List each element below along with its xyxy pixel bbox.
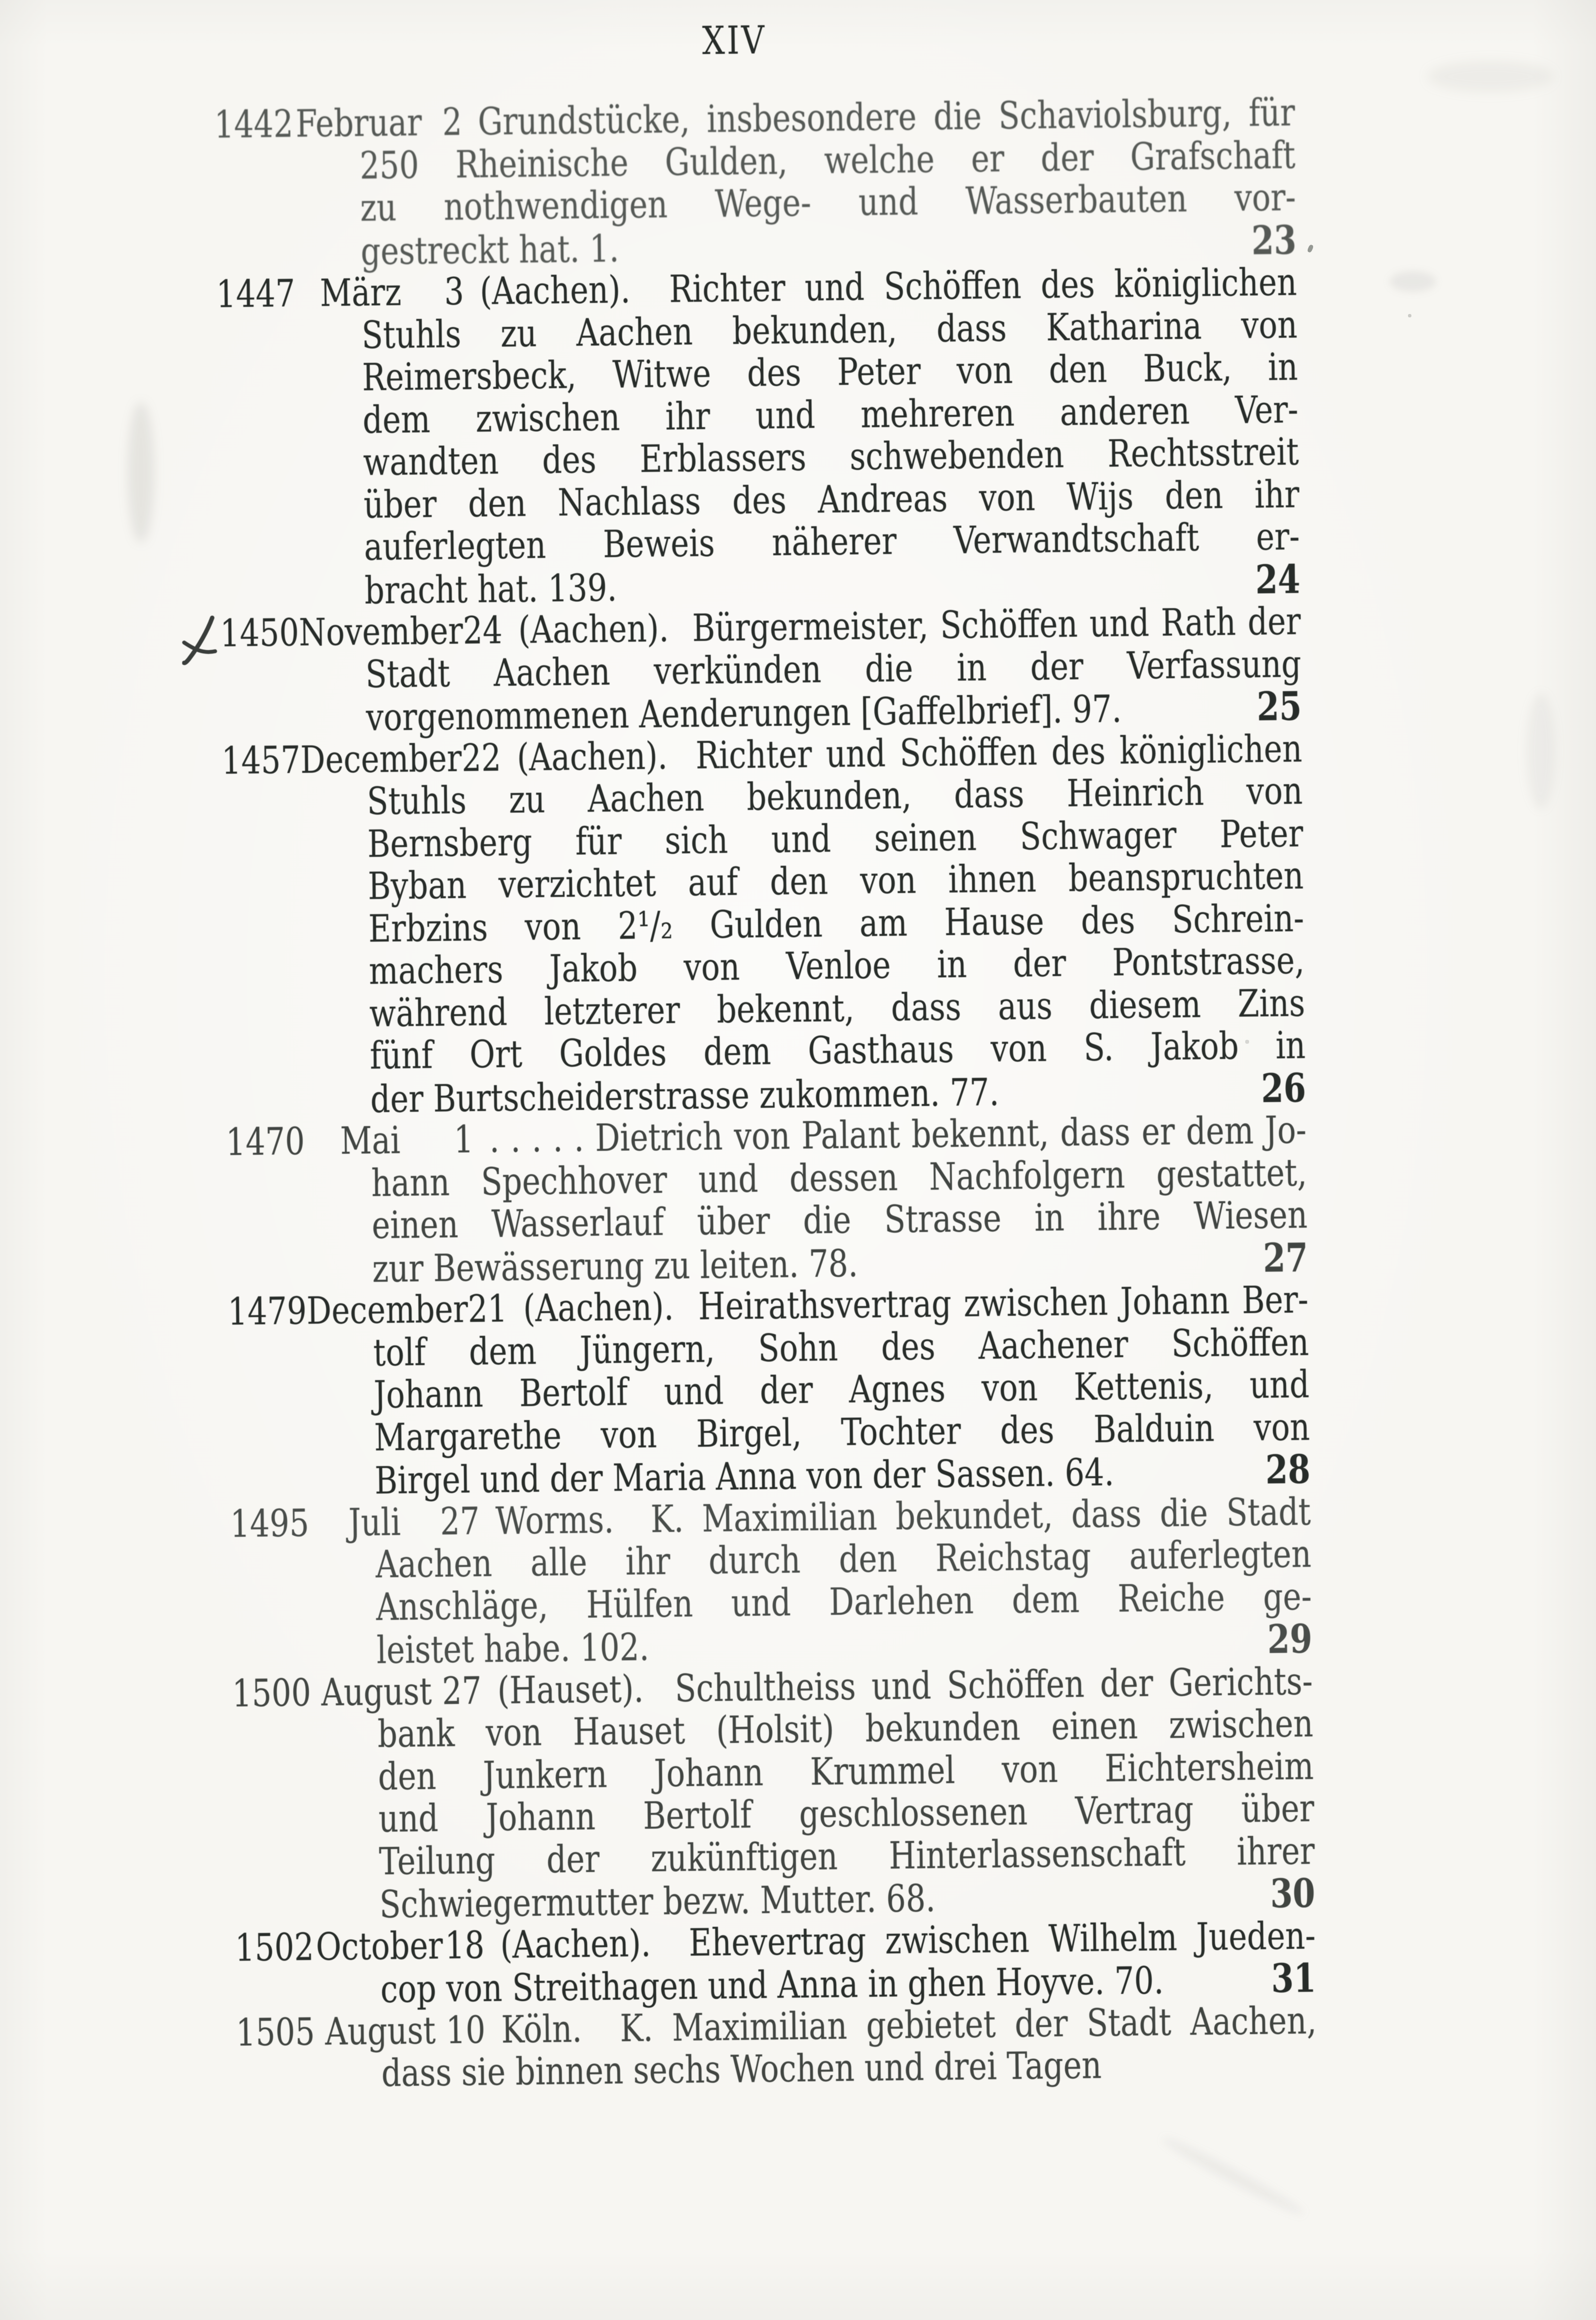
entry-text-line: (Aachen). Heirathsvertrag zwischen Johann Ber-	[523, 1278, 1309, 1331]
continuation-indent	[231, 1620, 376, 1621]
register-entry	[226, 1110, 1308, 1291]
entry-text-line: bank von Hauset (Holsit) bekunden einen zwischen	[377, 1702, 1314, 1756]
entry-text-line: der Burtscheiderstrasse zukommen. 77.	[370, 1070, 1000, 1121]
entry-month: October	[315, 1924, 443, 1969]
entry-month: Juli	[348, 1500, 401, 1545]
continuation-indent	[219, 475, 363, 477]
continuation-indent	[220, 603, 365, 605]
register-entry	[220, 601, 1302, 740]
continuation-indent	[216, 264, 361, 266]
entry-month: August	[321, 1669, 432, 1715]
entry-text-line: Stuhls zu Aachen bekunden, dass Heinrich von	[366, 769, 1303, 824]
handwritten-x-mark	[182, 615, 218, 667]
entry-text-line: Stuhls zu Aachen bekunden, dass Katharina von	[361, 303, 1298, 358]
entry-text-line: wandten des Erblassers schwebenden Rechtsstreit	[363, 430, 1299, 485]
record-number: 24	[1255, 556, 1301, 603]
entry-text-line: (Aachen). Richter und Schöffen des königlichen	[479, 260, 1298, 314]
entry-day: 1	[454, 1118, 474, 1162]
entry-year: 1495	[230, 1501, 310, 1546]
register-entry	[214, 92, 1297, 274]
entry-month: Mai	[340, 1118, 401, 1163]
continuation-indent	[229, 1450, 374, 1452]
continuation-indent	[229, 1408, 374, 1409]
continuation-indent	[228, 1365, 373, 1367]
entries	[214, 92, 1317, 2097]
continuation-indent	[219, 517, 364, 519]
entry-day: 27	[439, 1499, 480, 1544]
entry-text-line: Köln. K. Maximilian gebietet der Stadt Aachen,	[501, 1998, 1317, 2052]
entry-year: 1470	[225, 1120, 305, 1164]
continuation-indent	[226, 1196, 371, 1197]
entry-text-line: cop von Streithagen und Anna in ghen Hoyve. 70.	[380, 1959, 1164, 2012]
continuation-indent	[233, 1747, 377, 1748]
entry-text-line: Birgel und der Maria Anna von der Sassen. 64.	[374, 1451, 1114, 1503]
entry-text-line: auferlegten Beweis näherer Verwandtschaft er-	[364, 515, 1300, 569]
scan-smudge	[1526, 693, 1555, 809]
continuation-indent	[223, 941, 368, 943]
entry-text-line: den Junkern Johann Krummel von Eichtersheim	[377, 1744, 1314, 1799]
entry-text-line: Bernsberg für sich und seinen Schwager Peter	[367, 812, 1303, 866]
entry-text-line: einen Wasserlauf über die Strasse in ihre Wiesen	[371, 1193, 1308, 1248]
continuation-indent	[221, 731, 366, 732]
entry-text-line: während letzterer bekennt, dass aus diesem Zins	[369, 981, 1305, 1035]
page-number: XIV	[702, 17, 767, 63]
entry-text-line: . . . . . Dietrich von Palant bekennt, dass er dem Jo-	[489, 1108, 1307, 1161]
entry-text-line: zu nothwendigen Wege- und Wasserbauten vor-	[360, 175, 1297, 230]
continuation-indent	[216, 221, 360, 222]
ink-speck	[1408, 314, 1411, 317]
entry-text-line: gestreckt hat. 1.	[360, 227, 620, 274]
entry-month: November	[298, 609, 463, 655]
record-number: 27	[1263, 1235, 1308, 1282]
entry-text-line: fünf Ort Goldes dem Gasthaus von S. Jakob in	[369, 1023, 1306, 1078]
entry-month: März	[319, 270, 402, 315]
entry-text-line: (Aachen). Bürgermeister, Schöffen und Rath der	[518, 599, 1301, 652]
continuation-indent	[223, 899, 368, 900]
entry-text-line: Byban verzichtet auf den von ihnen beanspruchten	[367, 854, 1304, 909]
entry-text-line: Margarethe von Birgel, Tochter des Balduin von	[374, 1405, 1310, 1459]
record-number: 28	[1265, 1446, 1311, 1493]
entry-text-line: vorgenommenen Aenderungen [Gaffelbrief]. 97.	[366, 687, 1122, 740]
scan-smudge	[1159, 2133, 1307, 2219]
entry-year: 1479	[227, 1289, 307, 1334]
continuation-indent	[215, 178, 360, 180]
entry-text-line: leistet habe. 102.	[376, 1626, 650, 1673]
entry-text-line: machers Jakob von Venloe in der Pontstrasse,	[368, 939, 1305, 993]
entry-year: 1447	[216, 272, 296, 316]
continuation-indent	[232, 1663, 376, 1664]
entry-day: 3	[444, 270, 465, 314]
ink-speck	[1307, 244, 1314, 253]
entry-text-line: Johann Bertolf und der Agnes von Kettenis, und	[373, 1363, 1310, 1417]
entry-text-line: über den Nachlass des Andreas von Wijs den ihr	[363, 472, 1300, 527]
continuation-indent	[227, 1238, 372, 1239]
continuation-indent	[235, 1917, 379, 1919]
register-entry	[228, 1279, 1311, 1504]
continuation-indent	[236, 2086, 381, 2087]
entry-text-line: zur Bewässerung zu leiten. 78.	[372, 1241, 859, 1291]
entry-text-line: (Hauset). Schultheiss und Schöffen der Gerichts-	[497, 1659, 1313, 1713]
scan-smudge	[1427, 61, 1553, 92]
entry-day: 27	[441, 1669, 482, 1713]
entry-month: December	[300, 736, 462, 782]
continuation-indent	[224, 1026, 369, 1028]
entry-text-line: Aachen alle ihr durch den Reichstag auferlegten	[375, 1532, 1312, 1587]
scan-smudge	[1390, 271, 1436, 292]
continuation-indent	[217, 348, 362, 349]
entry-year: 1505	[235, 2010, 315, 2055]
continuation-indent	[225, 1112, 370, 1113]
continuation-indent	[225, 1068, 370, 1070]
entry-year: 1502	[235, 1925, 314, 1970]
record-number: 26	[1261, 1065, 1306, 1112]
entry-month: December	[306, 1287, 469, 1333]
entry-text-line: Erbzins von 2¹/₂ Gulden am Hause des Schrein-	[368, 896, 1304, 951]
continuation-indent	[218, 391, 362, 392]
register-entry	[235, 1915, 1316, 2012]
continuation-indent	[227, 1282, 372, 1283]
entry-day: 18	[444, 1923, 485, 1968]
continuation-indent	[221, 687, 366, 689]
entry-text-line: bracht hat. 139.	[364, 566, 617, 613]
register-entry	[230, 1491, 1313, 1673]
continuation-indent	[230, 1493, 375, 1495]
entry-text-line: 250 Rheinische Gulden, welche er der Grafschaft	[360, 133, 1296, 188]
continuation-indent	[224, 984, 369, 985]
entry-year: 1450	[219, 611, 299, 656]
entry-day: 22	[461, 736, 501, 780]
register-entry	[232, 1661, 1315, 1927]
entry-text-line: (Aachen). Richter und Schöffen des königlichen	[516, 727, 1302, 780]
entry-text-line: dass sie binnen sechs Wochen und drei Tagen	[381, 2043, 1102, 2096]
entry-text-line: Reimersbeck, Witwe des Peter von den Buck, in	[362, 345, 1299, 400]
record-number: 31	[1271, 1955, 1316, 2002]
entry-year: 1500	[232, 1671, 312, 1716]
entry-text-line: Teilung der zukünftigen Hinterlassenschaft ihrer	[378, 1829, 1315, 1883]
continuation-indent	[231, 1577, 376, 1579]
page-content	[213, 13, 1317, 2097]
entry-day: 21	[468, 1287, 508, 1332]
continuation-indent	[235, 2002, 380, 2004]
record-number: 23	[1251, 217, 1297, 264]
entry-text-line: und Johann Bertolf geschlossenen Vertrag über	[378, 1787, 1314, 1841]
continuation-indent	[223, 857, 368, 858]
record-number: 30	[1270, 1870, 1315, 1917]
entry-text-line: Stadt Aachen verkünden die in der Verfassung	[365, 642, 1302, 697]
entry-text-line: hann Spechhover und dessen Nachfolgern gestattet,	[371, 1151, 1307, 1205]
entry-day: 10	[445, 2008, 486, 2053]
record-number: 29	[1267, 1616, 1313, 1663]
entry-text-line: dem zwischen ihr und mehreren anderen Ver-	[362, 388, 1299, 442]
ink-speck	[1245, 1040, 1249, 1044]
continuation-indent	[234, 1832, 378, 1833]
entry-text-line: Worms. K. Maximilian bekundet, dass die Stadt	[495, 1490, 1311, 1543]
scan-smudge	[128, 402, 154, 543]
continuation-indent	[233, 1789, 378, 1791]
entry-year: 1457	[221, 738, 301, 783]
entry-year: 1442	[214, 102, 294, 147]
entry-month: Februar	[295, 101, 422, 146]
entry-text-line: Schwiegermutter bezw. Mutter. 68.	[379, 1877, 936, 1927]
entry-day: 2	[442, 100, 463, 144]
entry-text-line: (Aachen). Ehevertrag zwischen Wilhelm Jueden-	[500, 1913, 1316, 1967]
register-entry	[236, 2000, 1317, 2097]
continuation-indent	[222, 814, 367, 815]
entry-text-line: tolf dem Jüngern, Sohn des Aachener Schöffen	[373, 1320, 1309, 1375]
entry-text-line: Anschläge, Hülfen und Darlehen dem Reiche ge-	[376, 1574, 1312, 1629]
entry-text-line: Grundstücke, insbesondere die Schaviolsburg, für	[477, 91, 1296, 144]
continuation-indent	[218, 433, 363, 434]
continuation-indent	[234, 1874, 379, 1876]
continuation-indent	[219, 560, 364, 562]
entry-month: August	[325, 2008, 436, 2054]
register-entry	[221, 728, 1306, 1122]
entry-day: 24	[462, 609, 503, 653]
record-number: 25	[1256, 683, 1302, 730]
register-entry	[216, 262, 1300, 613]
